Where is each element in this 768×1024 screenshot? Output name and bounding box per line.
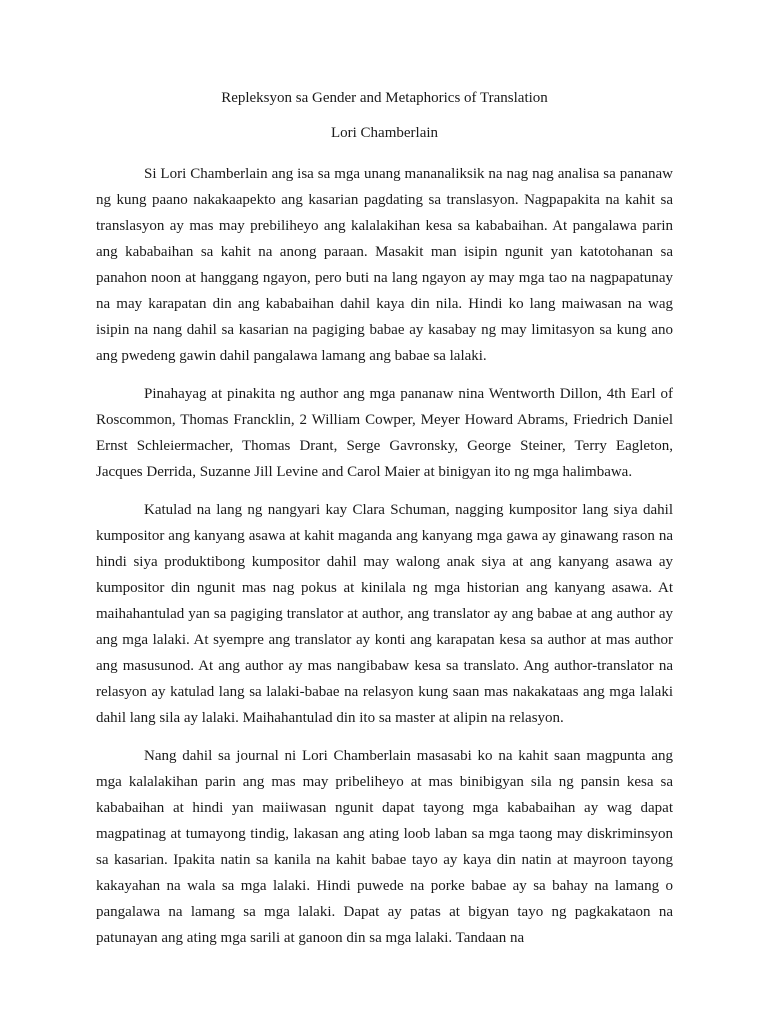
paragraph-3: Katulad na lang ng nangyari kay Clara Schuman, nagging kumpositor lang siya dahil kumpositor ang kanyang asawa at kahit maganda ang kanyang mga gawa ay ginawang rason na hindi siya produktibong kumpositor dahil may walong anak siya at ang kanyang asawa ay kumpositor din ngunit mas nag pokus at kinilala ng mga historian ang kanyang asawa. At maihahantulad yan sa pagiging translator at author, ang translator ay ang babae at ang author ay ang mga lalaki. At syempre ang translator ay konti ang karapatan kesa sa author at mas author ang masusunod. At ang author ay mas nangibabaw kesa sa translato. Ang author-translator na relasyon ay katulad lang sa lalaki-babae na relasyon kung saan mas nakakataas ang mga lalaki dahil lang sila ay lalaki. Maihahantulad din ito sa master at alipin na relasyon. [96, 502, 673, 726]
paragraph-1: Si Lori Chamberlain ang isa sa mga unang mananaliksik na nag nag analisa sa pananaw ng kung paano nakakaapekto ang kasarian pagdating sa translasyon. Nagpapakita na kahit sa translasyon ay mas may prebiliheyo ang kalalakihan kesa sa kababaihan. At pangalawa parin ang kababaihan sa kahit na anong paraan. Masakit man isipin ngunit yan katotohanan sa panahon noon at hanggang ngayon, pero buti na lang ngayon ay may mga tao na nagpapatunay na may karapatan din ang kababaihan dahil kaya din nila. Hindi ko lang maiwasan na wag isipin na nang dahil sa kasarian na pagiging babae ay kasabay ng may limitasyon sa kung ano ang pwedeng gawin dahil pangalawa lamang ang babae sa lalaki. [96, 166, 673, 364]
paragraph-2: Pinahayag at pinakita ng author ang mga pananaw nina Wentworth Dillon, 4th Earl of Roscommon, Thomas Francklin, 2 William Cowper, Meyer Howard Abrams, Friedrich Daniel Ernst Schleiermacher, Thomas Drant, Serge Gavronsky, George Steiner, Terry Eagleton, Jacques Derrida, Suzanne Jill Levine and Carol Maier at binigyan ito ng mga halimbawa. [96, 386, 673, 480]
document-author: Lori Chamberlain [330, 125, 439, 141]
paragraph-4: Nang dahil sa journal ni Lori Chamberlain masasabi ko na kahit saan magpunta ang mga kalalakihan parin ang mas may pribeliheyo at mas binibigyan sila ng pansin kesa sa kababaihan at hindi yan maiiwasan ngunit dapat tayong mga kababaihan ay wag dapat magpatinag at tumayong tindig, lakasan ang ating loob laban sa mga taong may diskriminsyon sa kasarian. Ipakita natin sa kanila na kahit babae tayo ay kaya din natin at mayroon tayong kakayahan na wala sa mga lalaki. Hindi puwede na porke babae ay sa bahay na lamang o pangalawa na lamang sa mga lalaki. Dapat ay patas at bigyan tayo ng pagkakataon na patunayan ang ating mga sarili at ganoon din sa mga lalaki. Tandaan na [96, 748, 673, 946]
document-title: Repleksyon sa Gender and Metaphorics of Translation [221, 90, 548, 106]
